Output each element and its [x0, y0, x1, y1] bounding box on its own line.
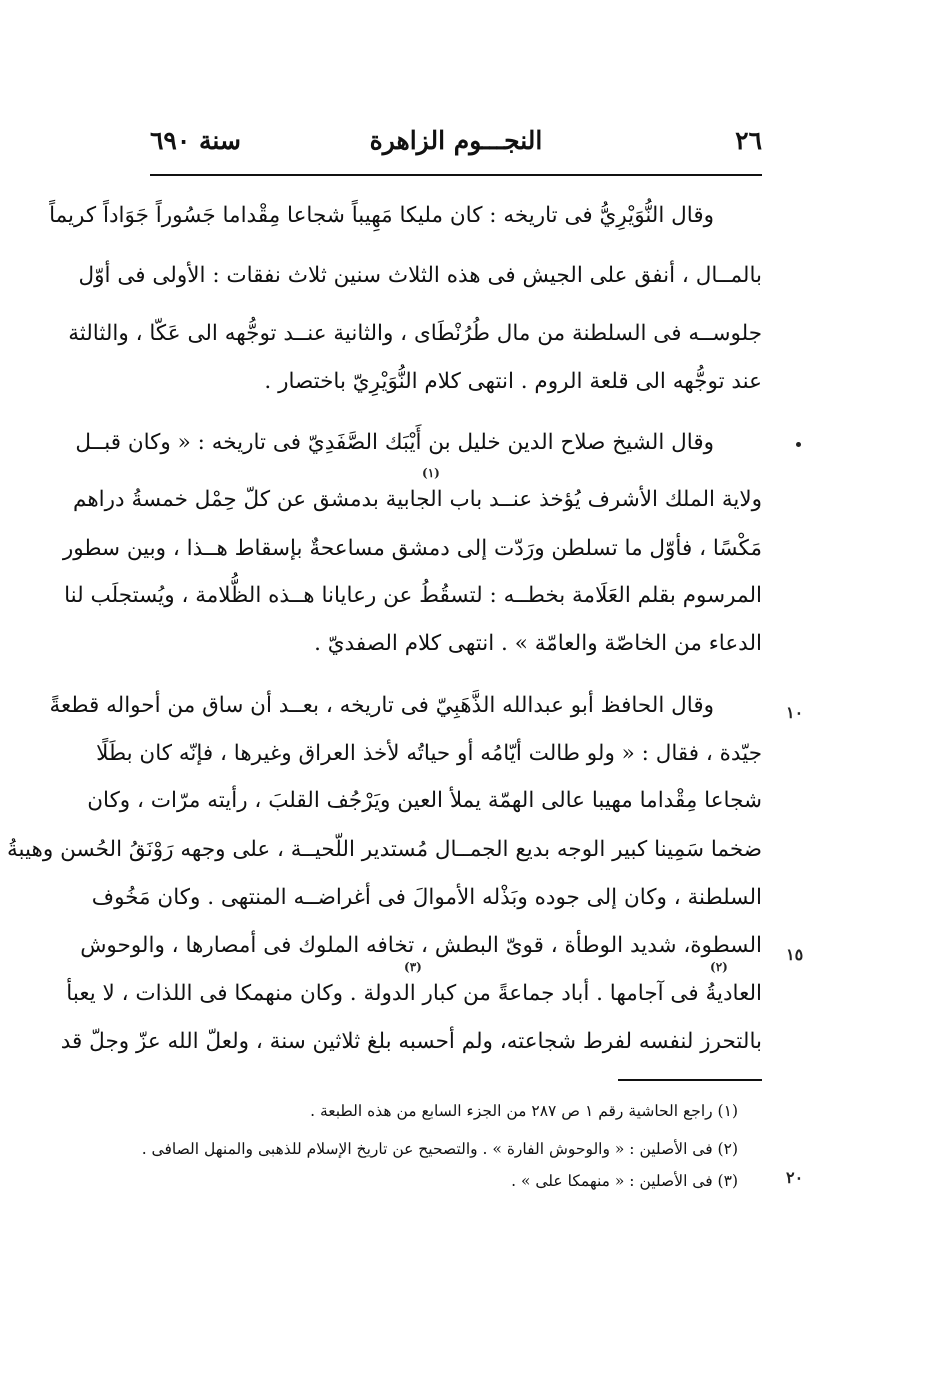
body-line: وقال النُّوَيْرِيُّ فى تاريخه : كان مليكا مَهِيباً شجاعا مِقْداما جَسُوراً جَوَاداً كريماً: [49, 203, 714, 228]
body-line: العاديةُ فى آجامها . أباد جماعةً من كبار الدولة . وكان منهمكا فى اللذات ، لا يعبأ: [66, 981, 762, 1006]
footnote-ref-2: (٢): [710, 960, 728, 974]
body-line: وقال الحافظ أبو عبدالله الذَّهَبِيّ فى تاريخه ، بعــد أن ساق من أحواله قطعةً: [49, 693, 714, 718]
body-line: جيّدة ، فقال : « ولو طالت أيّامُه أو حياتُه لأخذ العراق وغيرها ، فإنّه كان بطَلًا: [96, 741, 762, 766]
footnote-3: (٣) فى الأصلين : « منهمكا على » .: [511, 1172, 738, 1190]
year-heading: سنة ٦٩٠: [150, 126, 241, 155]
running-header: [150, 122, 762, 162]
margin-dot-marker: [796, 442, 801, 447]
body-line: المرسوم بقلم العَلَامة بخطــه : لتسقُطُ عن رعايانا هــذه الظُّلامة ، ويُستجلَب لنا: [64, 583, 762, 608]
footnote-ref-1: (١): [422, 466, 440, 480]
margin-line-marker-15: ١٥: [786, 945, 804, 964]
body-line: بالتحرز لنفسه لفرط شجاعته، ولم أحسبه بلغ ثلاثين سنة ، ولعلّ الله عزّ وجلّ قد: [60, 1029, 762, 1054]
margin-line-marker-10: ١٠: [786, 703, 804, 722]
margin-line-marker-20: ٢٠: [786, 1168, 804, 1187]
footnote-2: (٢) فى الأصلين : « والوحوش الفارة » . والتصحيح عن تاريخ الإسلام للذهبى والمنهل الصافى .: [141, 1140, 738, 1158]
body-line: ولاية الملك الأشرف يُؤخذ عنــد باب الجابية بدمشق عن كلّ حِمْل خمسةُ دراهم: [73, 487, 762, 512]
body-line: السلطنة ، وكان إلى جوده وبَذْله الأموالَ فى أغراضــه المنتهى . وكان مَخُوف: [91, 885, 762, 910]
body-line: عند توجُّهه الى قلعة الروم . انتهى كلام النُّوَيْرِيّ باختصار .: [264, 369, 762, 394]
body-line: بالمــال ، أنفق على الجيش فى هذه الثلاث سنين ثلاث نفقات : الأولى فى أوّل: [78, 263, 762, 288]
header-rule: [150, 174, 762, 176]
body-line: مَكْسًا ، فأوّل ما تسلطن ورَدّت إلى دمشق مساعحةٌ بإسقاط هــذا ، وبين سطور: [62, 536, 762, 561]
footnote-separator: [618, 1079, 762, 1081]
footnote-ref-3: (٣): [404, 960, 422, 974]
body-line: ضخما سَمِينا كبير الوجه بديع الجمــال مُستدير اللّحيــة ، على وجهه رَوْنَقُ الحُسن وهيبةُ: [7, 837, 762, 862]
body-line: السطوة، شديد الوطأة ، قوىّ البطش ، تخافه الملوك فى أمصارها ، والوحوش: [80, 933, 762, 958]
body-line: وقال الشيخ صلاح الدين خليل بن أَيْبَك الصَّفَدِيّ فى تاريخه : « وكان قبــل: [75, 430, 714, 455]
body-line: شجاعا مِقْداما مهيبا عالى الهمّة يملأ العين ويَرْجُف القلبَ ، رأيته مرّات ، وكان: [87, 788, 762, 813]
body-line: جلوســه فى السلطنة من مال طُرُنْطَاى ، والثانية عنــد توجُّهه الى عَكّا ، والثالثة: [68, 321, 762, 346]
footnote-1: (١) راجع الحاشية رقم ١ ص ٢٨٧ من الجزء السابع من هذه الطبعة .: [310, 1102, 738, 1120]
book-title: النجـــوم الزاهرة: [369, 126, 543, 155]
page-number: ٢٦: [735, 126, 762, 155]
body-line: الدعاء من الخاصّة والعامّة » . انتهى كلام الصفديّ .: [314, 631, 762, 656]
